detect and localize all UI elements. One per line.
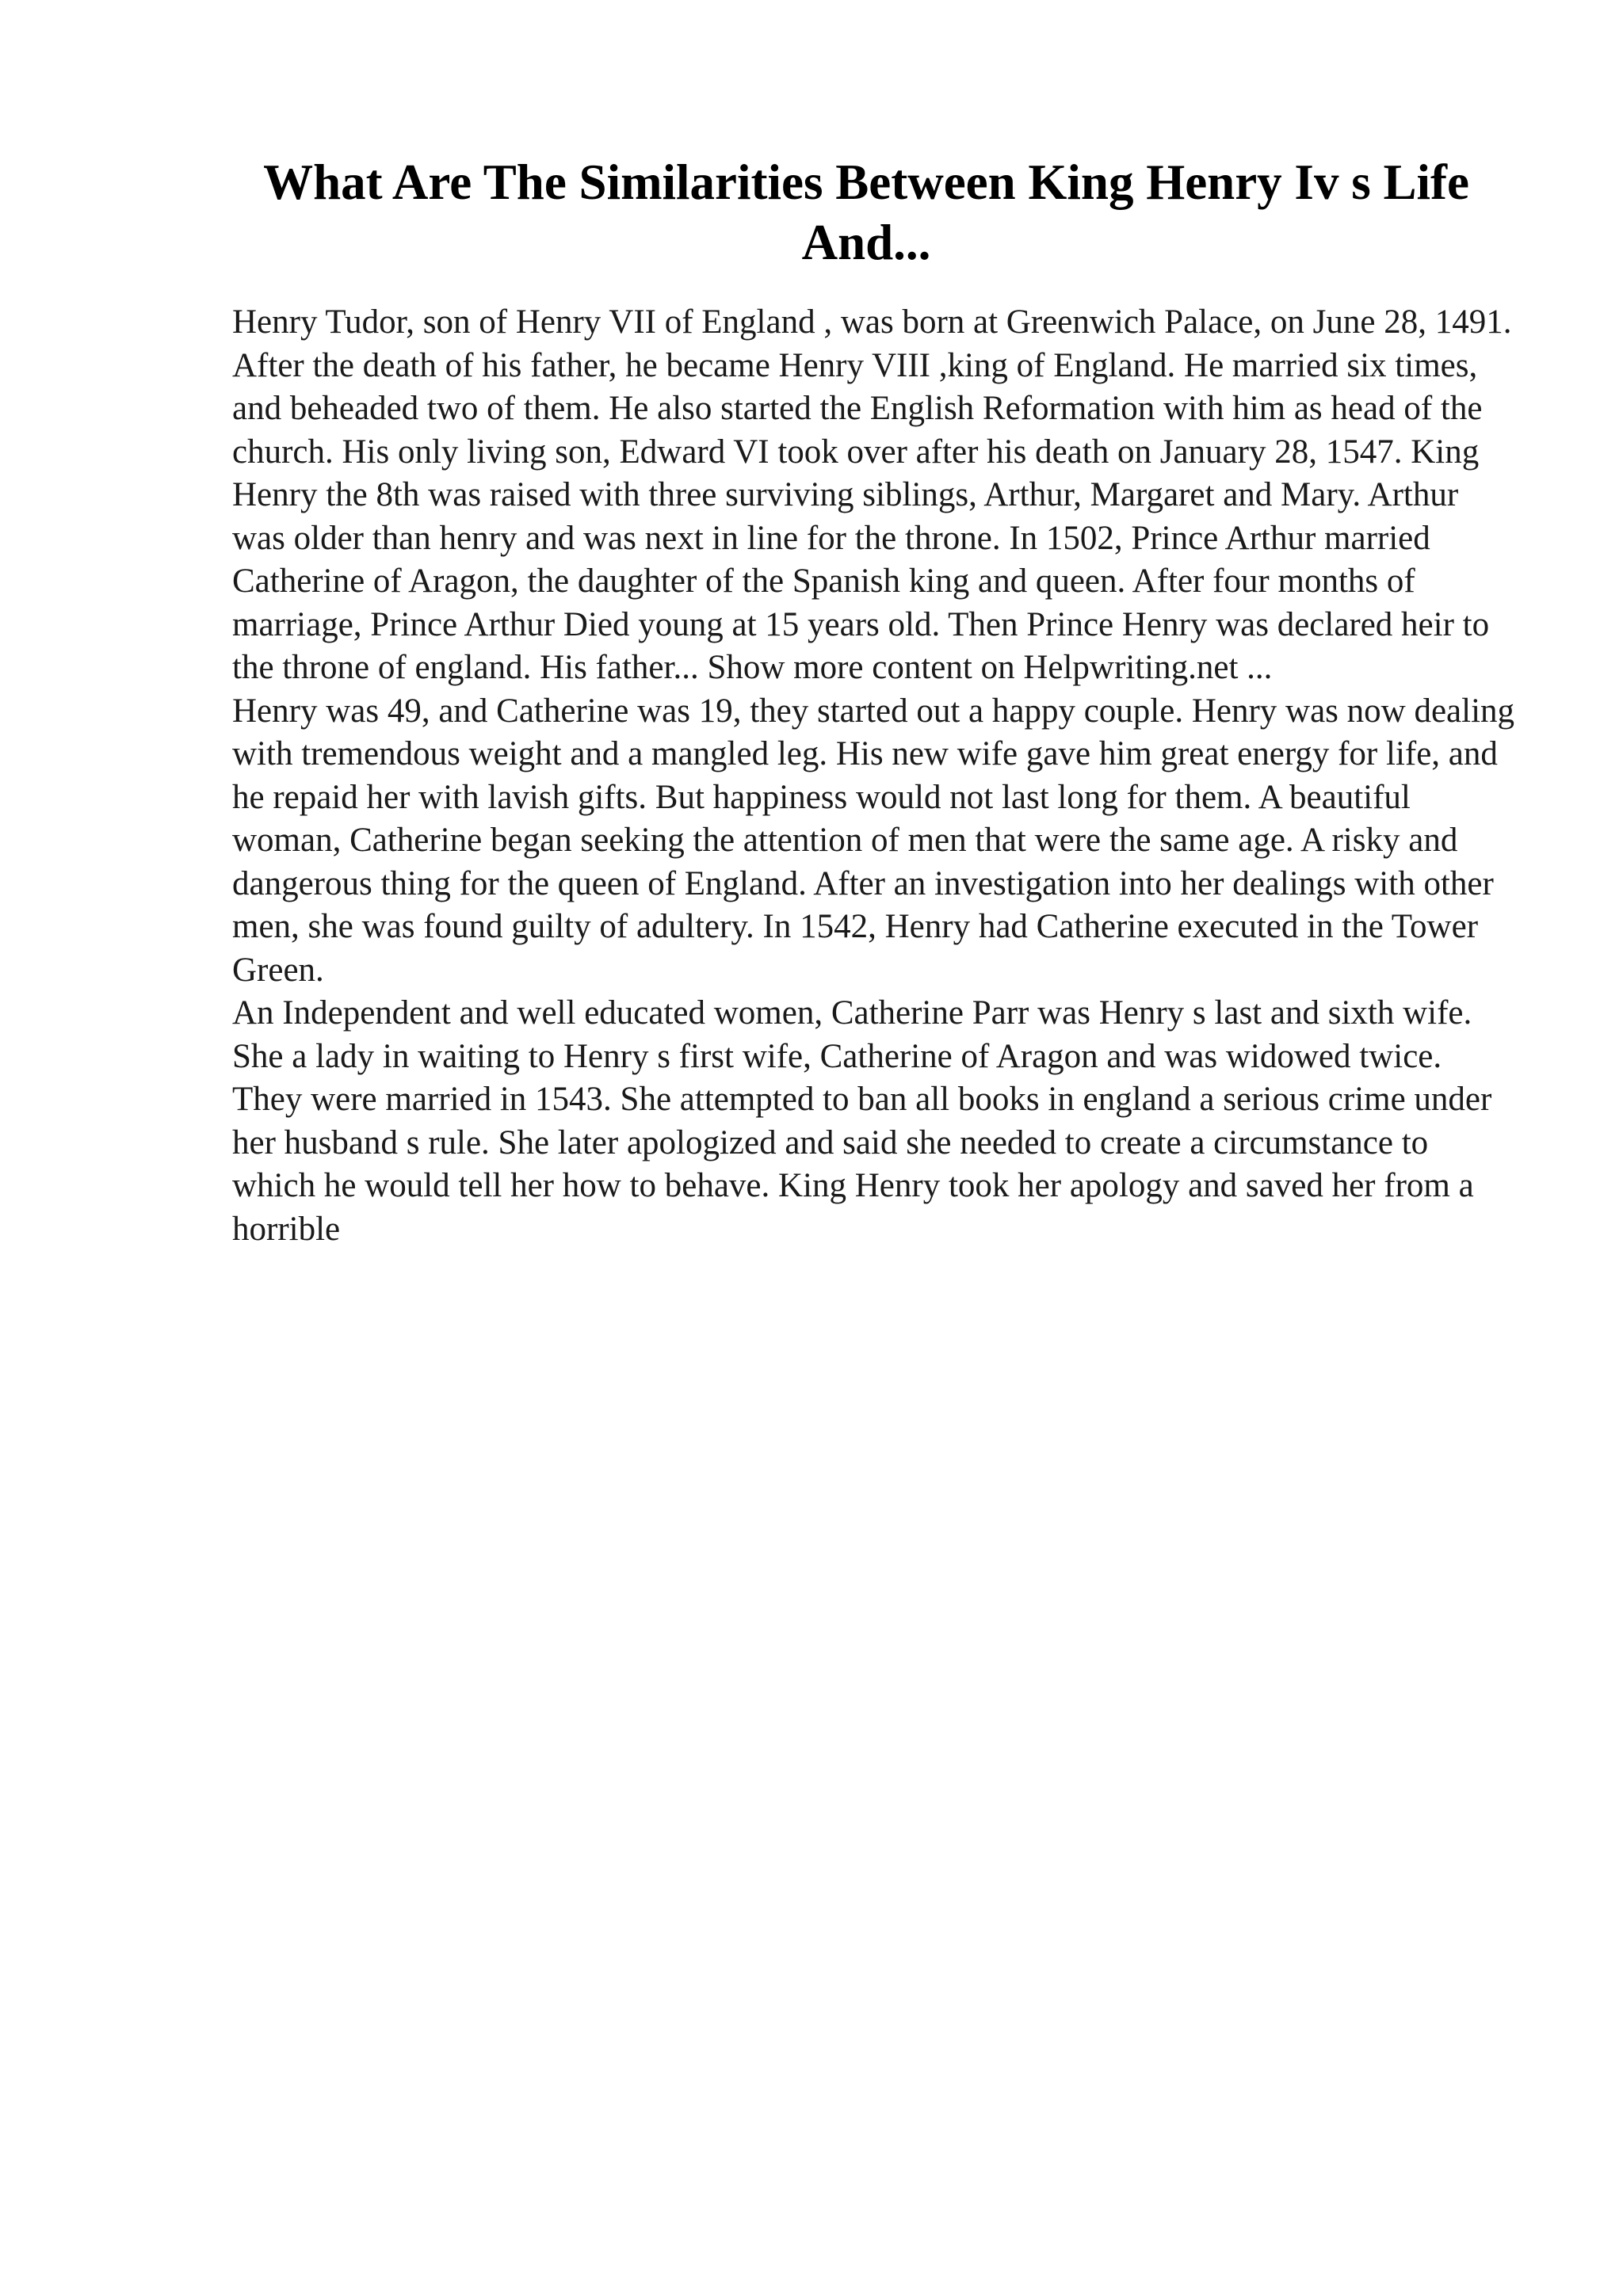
title-line-1: What Are The Similarities Between King Henry Iv s Life (263, 154, 1469, 210)
paragraph-1: Henry Tudor, son of Henry VII of England , was born at Greenwich Palace, on June 28, 1491. After the death of his father, he became Henry VIII ,king of England. He married six times, and beheaded two of them. He also started the English Reformation with him as head of the church. His only living son, Edward VI took over after his death on January 28, 1547. King Henry the 8th was raised with three surviving siblings, Arthur, Margaret and Mary. Arthur was older than henry and was next in line for the throne. In 1502, Prince Arthur married Catherine of Aragon, the daughter of the Spanish king and queen. After four months of marriage, Prince Arthur Died young at 15 years old. Then Prince Henry was declared heir to the throne of england. His father... Show more content on Helpwriting.net ... (232, 303, 1512, 686)
title-line-2: And... (801, 215, 931, 270)
document-title (232, 152, 1500, 273)
document-body (232, 301, 1516, 1251)
paragraph-3: An Independent and well educated women, Catherine Parr was Henry s last and sixth wife. She a lady in waiting to Henry s first wife, Catherine of Aragon and was widowed twice. They were married in 1543. She attempted to ban all books in england a serious crime under her husband s rule. She later apologized and said she needed to create a circumstance to which he would tell her how to behave. King Henry took her apology and saved her from a horrible (232, 994, 1492, 1248)
paragraph-2: Henry was 49, and Catherine was 19, they started out a happy couple. Henry was now dealing with tremendous weight and a mangled leg. His new wife gave him great energy for life, and he repaid her with lavish gifts. But happiness would not last long for them. A beautiful woman, Catherine began seeking the attention of men that were the same age. A risky and dangerous thing for the queen of England. After an investigation into her dealings with other men, she was found guilty of adultery. In 1542, Henry had Catherine executed in the Tower Green. (232, 692, 1515, 989)
